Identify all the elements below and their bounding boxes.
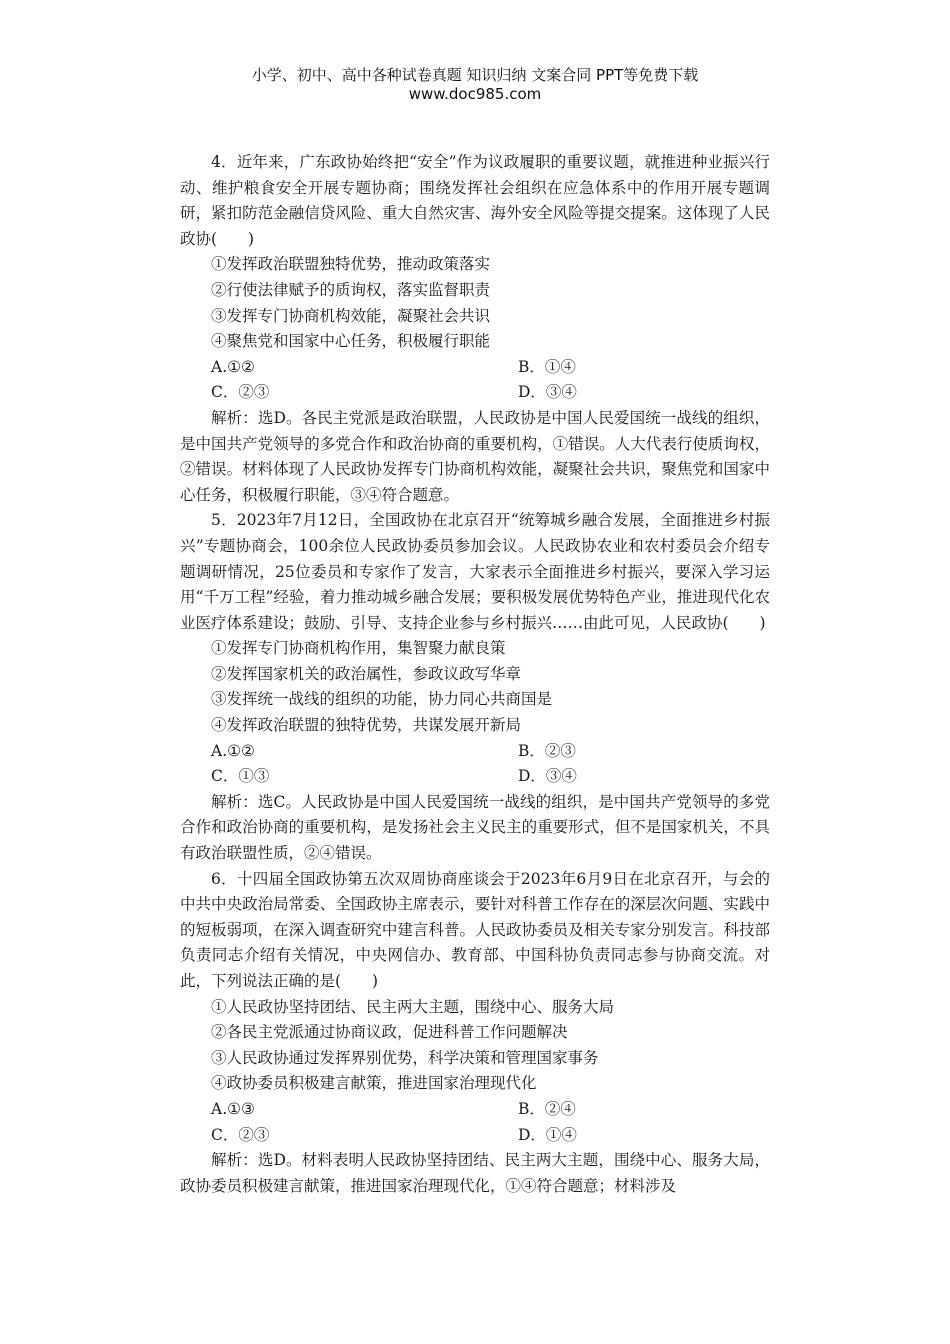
choice-c: C．①③ [211, 767, 270, 786]
question-content [180, 150, 770, 1199]
option-2: ②行使法律赋予的质询权，落实监督职责 [211, 280, 491, 299]
choice-a: A.①② [211, 357, 255, 376]
question-6 [180, 867, 770, 1200]
option-4: ④发挥政治联盟的独特优势，共谋发展开新局 [211, 716, 522, 735]
question-4 [180, 150, 770, 508]
choice-row [180, 1123, 770, 1149]
option-3: ③发挥专门协商机构效能，凝聚社会共识 [211, 306, 491, 325]
question-stem: 4．近年来，广东政协始终把“安全”作为议政履职的重要议题，就推进种业振兴行动、维护粮食安全开展专题协商；围绕发挥社会组织在应急体系中的作用开展专题调研，紧扣防范金融信贷风险、重大自然灾害、海外安全风险等提交提案。这体现了人民政协( ) [180, 153, 770, 248]
question-stem: 6．十四届全国政协第五次双周协商座谈会于2023年6月9日在北京召开，与会的中共中央政治局常委、全国政协主席表示，要针对科普工作存在的深层次问题、实践中的短板弱项，在深入调查研究中建言科普。人民政协委员及相关专家分别发言。科技部负责同志介绍有关情况，中央网信办、教育部、中国科协负责同志参与协商交流。对此，下列说法正确的是( ) [180, 869, 770, 990]
option-1: ①发挥专门协商机构作用，集智聚力献良策 [211, 639, 506, 658]
analysis: 解析：选D。各民主党派是政治联盟，人民政协是中国人民爱国统一战线的组织，是中国共产党领导的多党合作和政治协商的重要机构，①错误。人大代表行使质询权，②错误。材料体现了人民政协发挥专门协商机构效能，凝聚社会共识，聚焦党和国家中心任务，积极履行职能，③④符合题意。 [180, 408, 770, 504]
option-3: ③发挥统一战线的组织的功能，协力同心共商国是 [211, 690, 553, 709]
page-header [0, 66, 950, 104]
choice-b: B．①④ [518, 357, 576, 376]
choice-row [180, 764, 770, 790]
choice-d: D．③④ [518, 767, 577, 786]
choice-row [180, 380, 770, 406]
question-stem: 5．2023年7月12日，全国政协在北京召开“统筹城乡融合发展，全面推进乡村振兴”专题协商会，100余位人民政协委员参加会议。人民政协农业和农村委员会介绍专题调研情况，25位委员和专家作了发言，大家表示全面推进乡村振兴，要深入学习运用“千万工程”经验，着力推动城乡融合发展；要积极发展优势特色产业，推进现代化农业医疗体系建设；鼓励、引导、支持企业参与乡村振兴……由此可见，人民政协( ) [180, 511, 770, 632]
analysis: 解析：选D。材料表明人民政协坚持团结、民主两大主题，围绕中心、服务大局，政协委员积极建言献策，推进国家治理现代化，①④符合题意；材料涉及 [180, 1151, 770, 1195]
option-3: ③人民政协通过发挥界别优势，科学决策和管理国家事务 [211, 1048, 599, 1067]
question-5 [180, 508, 770, 866]
header-url: www.doc985.com [408, 85, 542, 103]
choice-row [180, 739, 770, 765]
option-1: ①人民政协坚持团结、民主两大主题，围绕中心、服务大局 [211, 997, 615, 1016]
choice-row [180, 1097, 770, 1123]
choice-c: C．②③ [211, 1125, 270, 1144]
option-2: ②发挥国家机关的政治属性，参政议政写华章 [211, 664, 522, 683]
choice-d: D．①④ [518, 1125, 577, 1144]
choice-row [180, 355, 770, 381]
analysis: 解析：选C。人民政协是中国人民爱国统一战线的组织，是中国共产党领导的多党合作和政治协商的重要机构，是发扬社会主义民主的重要形式，但不是国家机关，不具有政治联盟性质，②④错误。 [180, 792, 770, 863]
choice-b: B．②④ [518, 1099, 576, 1118]
choice-a: A.①② [211, 741, 255, 760]
option-2: ②各民主党派通过协商议政，促进科普工作问题解决 [211, 1023, 568, 1042]
choice-c: C．②③ [211, 383, 270, 402]
option-4: ④政协委员积极建言献策，推进国家治理现代化 [211, 1074, 537, 1093]
option-4: ④聚焦党和国家中心任务，积极履行职能 [211, 332, 491, 351]
choice-b: B．②③ [518, 741, 576, 760]
option-1: ①发挥政治联盟独特优势，推动政策落实 [211, 255, 491, 274]
header-title: 小学、初中、高中各种试卷真题 知识归纳 文案合同 PPT等免费下载 [251, 66, 699, 84]
choice-a: A.①③ [211, 1099, 255, 1118]
choice-d: D．③④ [518, 383, 577, 402]
